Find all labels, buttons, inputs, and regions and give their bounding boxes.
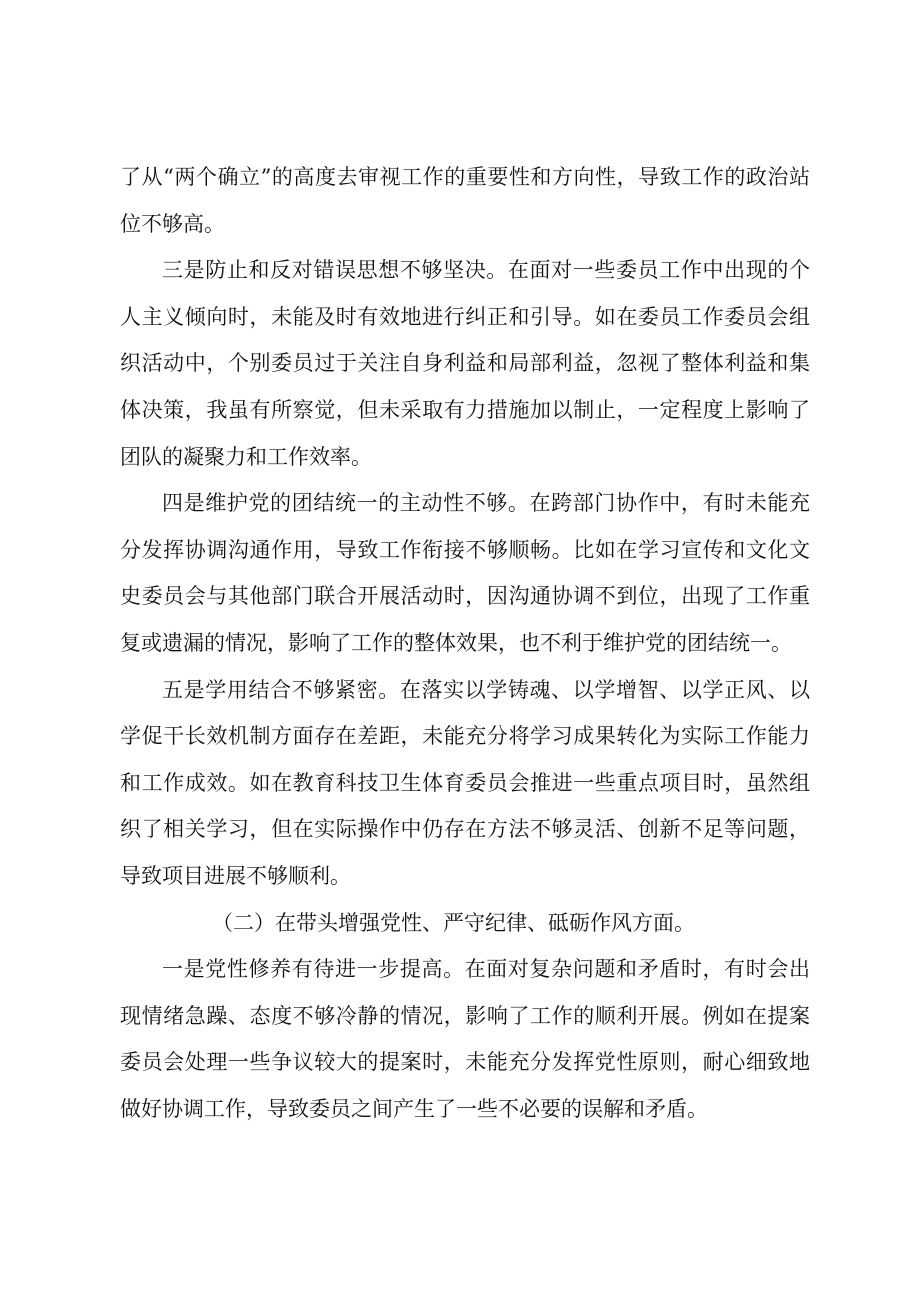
document-body: [120, 154, 810, 1132]
paragraph-point-three: 三是防止和反对错误思想不够坚决。在面对一些委员工作中出现的个人主义倾向时，未能及时有效地进行纠正和引导。如在委员工作委员会组织活动中，个别委员过于关注自身利益和局部利益，忽视了整体利益和集体决策，我虽有所察觉，但未采取有力措施加以制止，一定程度上影响了团队的凝聚力和工作效率。: [120, 258, 810, 469]
paragraph-point-one: 一是党性修养有待进一步提高。在面对复杂问题和矛盾时，有时会出现情绪急躁、态度不够冷静的情况，影响了工作的顺利开展。例如在提案委员会处理一些争议较大的提案时，未能充分发挥党性原则，耐心细致地做好协调工作，导致委员之间产生了一些不必要的误解和矛盾。: [120, 957, 810, 1121]
paragraph-point-four: 四是维护党的团结统一的主动性不够。在跨部门协作中，有时未能充分发挥协调沟通作用，导致工作衔接不够顺畅。比如在学习宣传和文化文史委员会与其他部门联合开展活动时，因沟通协调不到位，出现了工作重复或遗漏的情况，影响了工作的整体效果，也不利于维护党的团结统一。: [120, 491, 810, 655]
paragraph-continuation: 了从“两个确立”的高度去审视工作的重要性和方向性，导致工作的政治站位不够高。: [120, 165, 810, 236]
paragraph-point-five: 五是学用结合不够紧密。在落实以学铸魂、以学增智、以学正风、以学促干长效机制方面存在差距，未能充分将学习成果转化为实际工作能力和工作成效。如在教育科技卫生体育委员会推进一些重点项目时，虽然组织了相关学习，但在实际操作中仍存在方法不够灵活、创新不足等问题，导致项目进展不够顺利。: [120, 677, 810, 888]
section-heading: （二）在带头增强党性、严守纪律、砥砺作风方面。: [212, 910, 695, 935]
